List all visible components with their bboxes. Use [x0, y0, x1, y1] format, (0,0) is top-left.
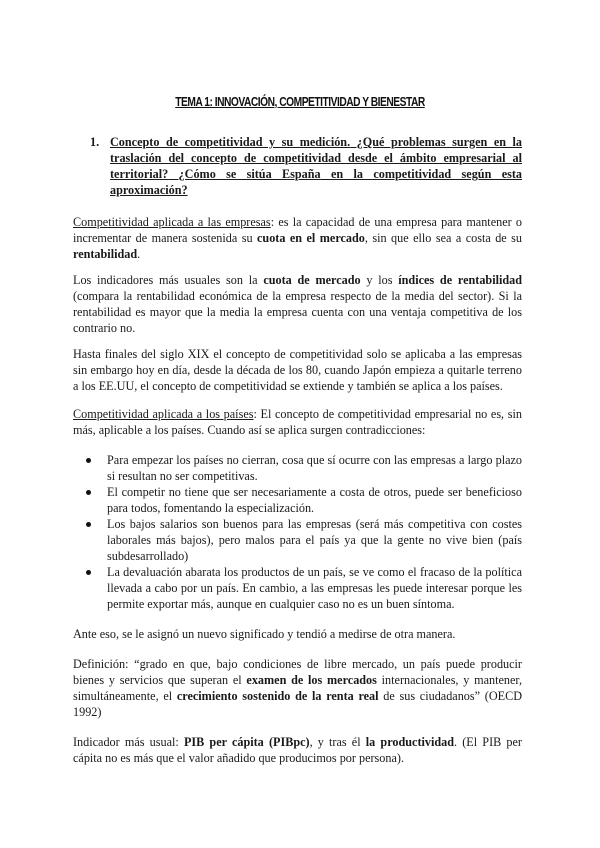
paragraph-definicion-text-3: de sus ciudadanos” (OECD 1992)	[73, 689, 522, 719]
list-item	[73, 484, 522, 516]
paragraph-nuevo-significado: Ante eso, se le asignó un nuevo significado y tendió a medirse de otra manera.	[73, 627, 456, 641]
list-item-text: El competir no tiene que ser necesariamente a costa de otros, puede ser beneficioso para todos, fomentando la especialización.	[107, 485, 522, 515]
list-item	[73, 564, 522, 612]
paragraph-indicador-text-3: . (El PIB per cápita no es más que el valor añadido que producimos por persona).	[73, 735, 522, 765]
paragraph-empresas-lead: Competitividad aplicada a las empresas	[73, 215, 271, 229]
paragraph-definicion-text-2: internacionales, y mantener, simultáneamente, el	[73, 673, 522, 703]
question-part-4: ¿Cómo se sitúa España	[168, 167, 321, 181]
paragraph-paises-lead: Competitividad aplicada a los países	[73, 407, 254, 421]
list-item-text: Para empezar los países no cierran, cosa que sí ocurre con las empresas a largo plazo si resultan no ser competitivas.	[107, 453, 522, 483]
document-title: TEMA 1: INNOVACIÓN, COMPETITIVIDAD Y BIENESTAR	[175, 95, 425, 109]
paragraph-indicadores-bold-2: índices de rentabilidad	[398, 273, 522, 287]
paragraph-empresas-text-3: .	[137, 247, 141, 261]
paragraph-definicion-text-1: Definición: “grado en que, bajo condiciones de libre mercado, un país puede producir bienes y servicios que superan el	[73, 657, 522, 687]
question-heading	[110, 134, 522, 198]
bullet-icon	[86, 522, 91, 527]
paragraph-empresas	[73, 214, 522, 262]
question-number: 1.	[90, 135, 100, 149]
paragraph-indicador-bold-2: la productividad	[365, 735, 455, 749]
paragraph-paises-text: : El concepto de competitividad empresarial no es, sin más, aplicable a los países. Cuando así se aplica surgen contradicciones:	[73, 407, 522, 437]
question-part-3: concepto de competitividad desde el ámbito empresarial al territorial?	[110, 151, 522, 181]
paragraph-historia: Hasta finales del siglo XIX el concepto de competitividad solo se aplicaba a las empresas sin embargo hoy en día, desde la década de los 80, cuando Japón empieza a quitarle terreno a los EE.UU, el concepto de competitividad se extiende y también se aplica a los países.	[73, 347, 522, 393]
paragraph-indicadores-text-1: Los indicadores más usuales son la	[73, 273, 264, 287]
bullet-icon	[86, 490, 91, 495]
bullet-icon	[86, 458, 91, 463]
paragraph-definicion	[73, 656, 522, 720]
paragraph-empresas-bold-2: rentabilidad	[73, 247, 138, 261]
paragraph-definicion-bold-2: crecimiento sostenido de la renta real	[176, 689, 379, 703]
contradictions-list	[73, 452, 522, 612]
paragraph-empresas-bold-1: cuota en el mercado	[257, 231, 365, 245]
paragraph-indicadores-text-2: y los	[360, 273, 399, 287]
paragraph-indicador-text-1: Indicador más usual:	[73, 735, 184, 749]
question-part-5: en la competitividad según esta aproximación?	[110, 167, 522, 197]
paragraph-indicador	[73, 734, 522, 766]
question-part-2: ¿Qué problemas surgen en la traslación del	[110, 135, 523, 165]
paragraph-paises	[73, 406, 522, 438]
list-item-text: La devaluación abarata los productos de un país, se ve como el fracaso de la política llevada a cabo por un país. En cambio, a las empresas les puede interesar porque les permite exportar más, aunque en cualquier caso no es un buen síntoma.	[107, 565, 522, 611]
paragraph-definicion-bold-1: examen de los mercados	[246, 673, 377, 687]
paragraph-indicadores	[73, 272, 522, 336]
list-item	[73, 452, 522, 484]
paragraph-indicadores-bold-1: cuota de mercado	[263, 273, 361, 287]
paragraph-empresas-text-2: , sin que ello sea a costa de su	[364, 231, 522, 245]
question-part-1: Concepto de competitividad y su medición.	[110, 135, 351, 149]
paragraph-indicador-bold-1: PIB per cápita (PIBpc)	[183, 735, 310, 749]
paragraph-empresas-text-1: : es la capacidad de una empresa para mantener o incrementar de manera sostenida su	[73, 215, 522, 245]
paragraph-indicadores-text-3: (compara la rentabilidad económica de la empresa respecto de la media del sector). Si la rentabilidad es mayor que la media la empresa cuenta con una ventaja competitiva de los contrario no.	[73, 289, 522, 335]
paragraph-indicador-text-2: , y tras él	[309, 735, 366, 749]
list-item	[73, 516, 522, 564]
list-item-text: Los bajos salarios son buenos para las empresas (será más competitiva con costes laborales más bajos), pero malos para el país ya que la gente no vive bien (país subdesarrollado)	[107, 517, 522, 563]
bullet-icon	[86, 570, 91, 575]
